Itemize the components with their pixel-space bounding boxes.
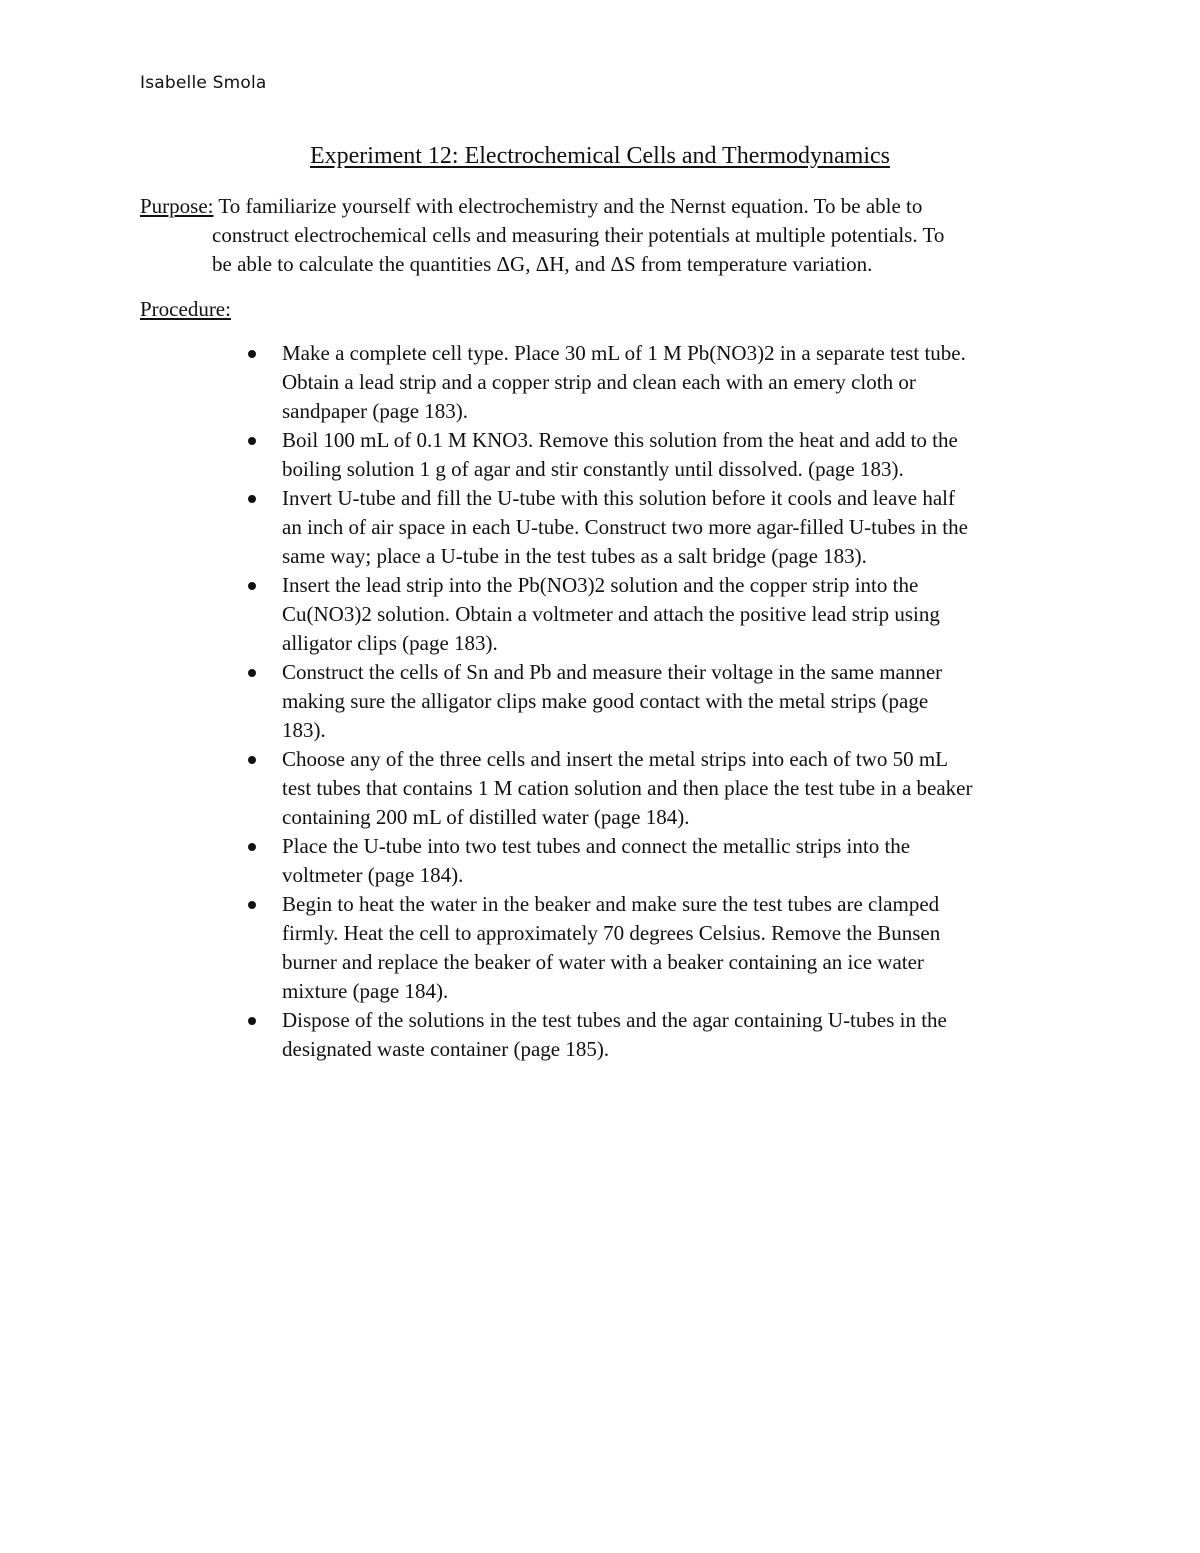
step-line: Begin to heat the water in the beaker and make sure the test tubes are clamped (282, 892, 940, 916)
step-line: voltmeter (page 184). (282, 863, 464, 887)
bullet-icon (248, 756, 256, 764)
step-line: Choose any of the three cells and insert the metal strips into each of two 50 mL (282, 747, 948, 771)
procedure-step (238, 745, 1078, 832)
bullet-icon (248, 669, 256, 677)
bullet-icon (248, 1017, 256, 1025)
bullet-icon (248, 350, 256, 358)
step-line: Cu(NO3)2 solution. Obtain a voltmeter and attach the positive lead strip using (282, 602, 940, 626)
step-line: sandpaper (page 183). (282, 399, 469, 423)
bullet-icon (248, 843, 256, 851)
step-line: 183). (282, 718, 326, 742)
step-line: Insert the lead strip into the Pb(NO3)2 solution and the copper strip into the (282, 573, 919, 597)
step-line: alligator clips (page 183). (282, 631, 498, 655)
author-name: Isabelle Smola (140, 73, 267, 93)
step-line: an inch of air space in each U-tube. Construct two more agar-filled U-tubes in the (282, 515, 968, 539)
procedure-step (238, 426, 1078, 484)
purpose-text-line: To familiarize yourself with electrochemistry and the Nernst equation. To be able to (213, 194, 923, 218)
procedure-step (238, 339, 1078, 426)
step-line: making sure the alligator clips make good contact with the metal strips (page (282, 689, 929, 713)
step-line: burner and replace the beaker of water with a beaker containing an ice water (282, 950, 924, 974)
step-line: Make a complete cell type. Place 30 mL of 1 M Pb(NO3)2 in a separate test tube. (282, 341, 966, 365)
step-line: containing 200 mL of distilled water (page 184). (282, 805, 690, 829)
bullet-icon (248, 582, 256, 590)
step-line: designated waste container (page 185). (282, 1037, 610, 1061)
procedure-step (238, 658, 1078, 745)
procedure-step (238, 484, 1078, 571)
bullet-icon (248, 901, 256, 909)
procedure-step (238, 832, 1078, 890)
purpose-first-line (140, 192, 1060, 221)
procedure-list (238, 339, 1078, 1064)
purpose-section (140, 192, 1060, 279)
step-line: Boil 100 mL of 0.1 M KNO3. Remove this solution from the heat and add to the (282, 428, 958, 452)
step-line: Dispose of the solutions in the test tubes and the agar containing U-tubes in the (282, 1008, 947, 1032)
step-line: Invert U-tube and fill the U-tube with this solution before it cools and leave half (282, 486, 955, 510)
bullet-icon (248, 495, 256, 503)
step-line: boiling solution 1 g of agar and stir constantly until dissolved. (page 183). (282, 457, 904, 481)
procedure-step (238, 890, 1078, 1006)
purpose-label: Purpose: (140, 194, 214, 218)
step-line: Obtain a lead strip and a copper strip and clean each with an emery cloth or (282, 370, 916, 394)
step-line: Place the U-tube into two test tubes and connect the metallic strips into the (282, 834, 911, 858)
step-line: mixture (page 184). (282, 979, 449, 1003)
step-line: test tubes that contains 1 M cation solution and then place the test tube in a beaker (282, 776, 973, 800)
procedure-step (238, 1006, 1078, 1064)
procedure-label: Procedure: (140, 297, 231, 321)
document-title: Experiment 12: Electrochemical Cells and Thermodynamics (309, 143, 891, 169)
purpose-text-line: construct electrochemical cells and measuring their potentials at multiple potentials. To (212, 223, 945, 247)
step-line: Construct the cells of Sn and Pb and measure their voltage in the same manner (282, 660, 943, 684)
bullet-icon (248, 437, 256, 445)
step-line: same way; place a U-tube in the test tubes as a salt bridge (page 183). (282, 544, 867, 568)
step-line: firmly. Heat the cell to approximately 70 degrees Celsius. Remove the Bunsen (282, 921, 941, 945)
procedure-step (238, 571, 1078, 658)
purpose-text-line: be able to calculate the quantities ΔG, ΔH, and ΔS from temperature variation. (212, 252, 873, 276)
